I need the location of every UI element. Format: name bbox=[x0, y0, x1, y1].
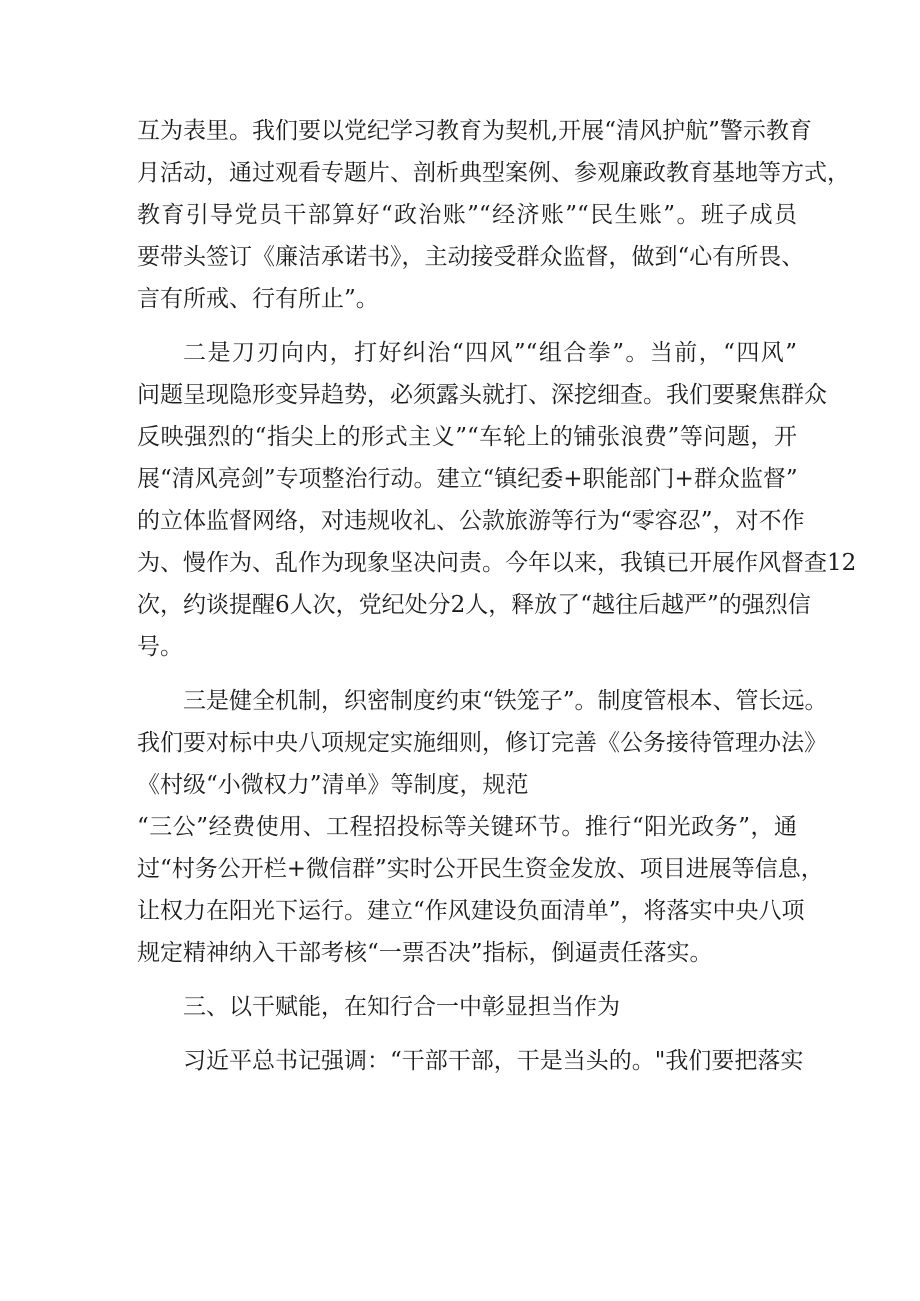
text-line: 展“清风亮剑”专项整治行动。建立“镇纪委+职能部门+群众监督” bbox=[137, 466, 798, 492]
text-line: 互为表里。我们要以党纪学习教育为契机,开展“清风护航”警示教育 bbox=[137, 118, 812, 144]
paragraph-3 bbox=[137, 680, 828, 806]
text-line: 教育引导党员干部算好“政治账”“经济账”“民生账”。班子成员 bbox=[137, 202, 797, 228]
text-line: 习近平总书记强调：“干部干部，干是当头的。"我们要把落实 bbox=[183, 1048, 804, 1074]
paragraph-1 bbox=[137, 110, 850, 320]
text-line: 言有所戒、行有所止”。 bbox=[137, 286, 379, 312]
text-line: 过“村务公开栏+微信群”实时公开民生资金发放、项目进展等信息， bbox=[137, 856, 824, 882]
text-line: 二是刀刃向内，打好纠治“四风”“组合拳”。当前，“四风” bbox=[183, 340, 797, 366]
text-line: 反映强烈的“指尖上的形式主义”“车轮上的铺张浪费”等问题，开 bbox=[137, 424, 797, 450]
text-line: 问题呈现隐形变异趋势，必须露头就打、深挖细查。我们要聚焦群众 bbox=[137, 382, 827, 408]
paragraph-2 bbox=[137, 332, 857, 668]
section-heading bbox=[137, 986, 797, 1028]
text-line: 的立体监督网络，对违规收礼、公款旅游等行为“零容忍”，对不作 bbox=[137, 508, 805, 534]
text-line: 号。 bbox=[137, 634, 183, 660]
text-line: 让权力在阳光下运行。建立“作风建设负面清单”，将落实中央八项 bbox=[137, 898, 805, 924]
text-line: 我们要对标中央八项规定实施细则，修订完善《公务接待管理办法》 bbox=[137, 730, 827, 756]
paragraph-5 bbox=[137, 1040, 804, 1082]
text-line: 要带头签订《廉洁承诺书》，主动接受群众监督，做到“心有所畏、 bbox=[137, 244, 805, 270]
text-line: “三公”经费使用、工程招投标等关键环节。推行“阳光政务”，通 bbox=[137, 814, 797, 840]
text-line: 规定精神纳入干部考核“一票否决”指标，倒逼责任落实。 bbox=[137, 940, 713, 966]
text-line: 月活动，通过观看专题片、剖析典型案例、参观廉政教育基地等方式， bbox=[137, 160, 850, 186]
text-line: 为、慢作为、乱作为现象坚决问责。今年以来，我镇已开展作风督查12 bbox=[137, 550, 857, 576]
text-line: 次，约谈提醒6人次，党纪处分2人，释放了“越往后越严”的强烈信 bbox=[137, 592, 811, 618]
text-line: 三是健全机制，织密制度约束“铁笼子”。制度管根本、管长远。 bbox=[183, 688, 828, 714]
text-line: 《村级“小微权力”清单》等制度，规范 bbox=[137, 772, 529, 798]
document-body bbox=[137, 110, 857, 1094]
paragraph-4 bbox=[137, 806, 824, 974]
heading-line: 三、以干赋能，在知行合一中彰显担当作为 bbox=[183, 994, 620, 1020]
